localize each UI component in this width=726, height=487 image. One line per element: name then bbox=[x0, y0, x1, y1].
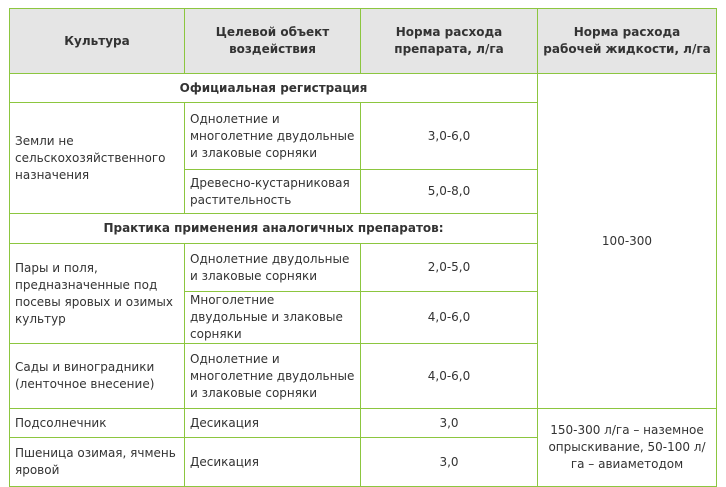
header-liquid-rate: Норма расхода рабочей жидкости, л/га bbox=[538, 9, 717, 74]
header-row bbox=[10, 9, 717, 74]
header-target: Целевой объект воздействия bbox=[185, 9, 361, 74]
rate-cell: 4,0-6,0 bbox=[361, 292, 538, 344]
rate-cell: 3,0 bbox=[361, 409, 538, 438]
rate-cell: 3,0-6,0 bbox=[361, 103, 538, 170]
crop-cell: Пшеница озимая, ячмень яровой bbox=[10, 438, 185, 487]
table-row bbox=[10, 409, 717, 438]
crop-cell: Подсолнечник bbox=[10, 409, 185, 438]
header-product-rate: Норма расхода препарата, л/га bbox=[361, 9, 538, 74]
liquid-rate-common: 100-300 bbox=[538, 74, 717, 409]
crop-cell: Земли не сельскохозяйственного назначения bbox=[10, 103, 185, 214]
target-cell: Однолетние и многолетние двудольные и злаковые сорняки bbox=[185, 344, 361, 409]
application-rates-table bbox=[9, 8, 717, 487]
target-cell: Однолетние двудольные и злаковые сорняки bbox=[185, 244, 361, 292]
target-cell: Десикация bbox=[185, 438, 361, 487]
section-practice: Практика применения аналогичных препаратов: bbox=[10, 214, 538, 244]
rate-cell: 2,0-5,0 bbox=[361, 244, 538, 292]
rate-cell: 5,0-8,0 bbox=[361, 170, 538, 214]
header-crop: Культура bbox=[10, 9, 185, 74]
crop-cell: Пары и поля, предназначенные под посевы яровых и озимых культур bbox=[10, 244, 185, 344]
target-cell: Десикация bbox=[185, 409, 361, 438]
crop-cell: Сады и виноградники (ленточное внесение) bbox=[10, 344, 185, 409]
section-row bbox=[10, 74, 717, 103]
rate-cell: 3,0 bbox=[361, 438, 538, 487]
rate-cell: 4,0-6,0 bbox=[361, 344, 538, 409]
liquid-rate-desiccation: 150-300 л/га – наземное опрыскивание, 50-100 л/га – авиаметодом bbox=[538, 409, 717, 487]
section-official-registration: Официальная регистрация bbox=[10, 74, 538, 103]
target-cell: Однолетние и многолетние двудольные и злаковые сорняки bbox=[185, 103, 361, 170]
target-cell: Многолетние двудольные и злаковые сорняки bbox=[185, 292, 361, 344]
target-cell: Древесно-кустарниковая растительность bbox=[185, 170, 361, 214]
